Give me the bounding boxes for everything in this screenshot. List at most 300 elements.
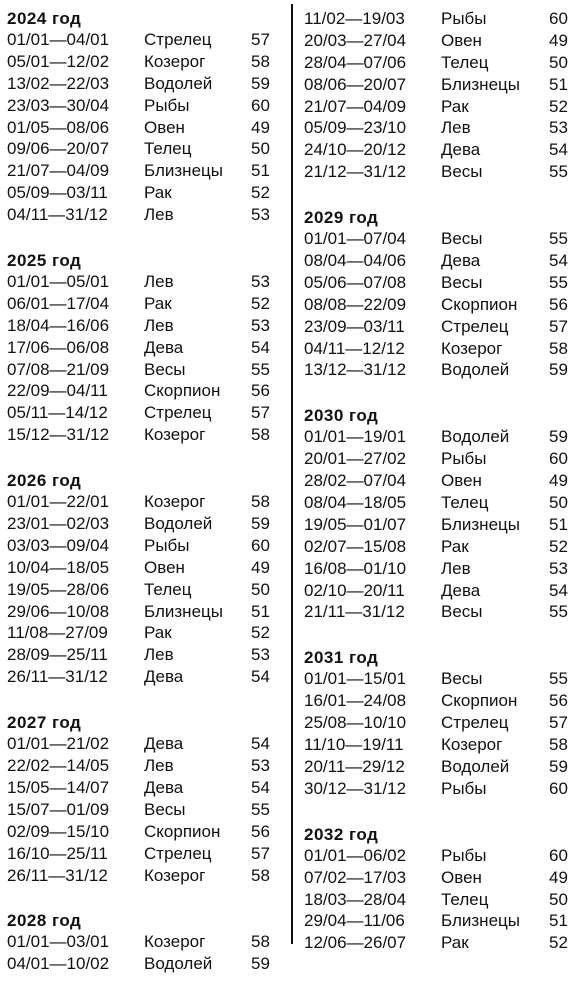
period-dates: 01/01—21/02 [7,734,110,754]
zodiac-sign: Козерог [144,492,206,512]
zodiac-sign: Водолей [441,756,510,776]
period-row [304,690,586,712]
period-number: 56 [549,691,568,711]
zodiac-sign: Дева [144,734,184,754]
year-heading: 2032 год [304,824,379,844]
zodiac-sign: Скорпион [441,294,518,314]
period-row [304,932,586,954]
period-row [7,931,283,953]
zodiac-sign: Козерог [144,51,206,71]
period-number: 57 [251,403,270,423]
zodiac-sign: Телец [144,139,192,159]
year-section [304,824,586,954]
period-row [7,51,283,73]
zodiac-sign: Лев [144,315,174,335]
period-row [7,359,283,381]
zodiac-sign: Водолей [441,360,510,380]
zodiac-sign: Лев [144,205,174,225]
period-dates: 30/12—31/12 [304,778,407,798]
period-number: 51 [549,514,568,534]
zodiac-sign: Рыбы [441,845,487,865]
zodiac-sign: Стрелец [144,403,212,423]
period-dates: 23/09—03/11 [304,316,405,336]
period-row [304,910,586,932]
zodiac-sign: Дева [441,251,481,271]
period-row [7,557,283,579]
period-dates: 07/08—21/09 [7,359,110,379]
period-number: 56 [549,294,568,314]
zodiac-sign: Водолей [144,514,213,534]
period-dates: 04/11—31/12 [7,205,108,225]
period-number: 51 [251,601,270,621]
zodiac-sign: Весы [441,669,483,689]
zodiac-sign: Овен [441,867,482,887]
period-row [7,182,283,204]
period-dates: 10/04—18/05 [7,557,110,577]
period-dates: 01/01—22/01 [7,492,110,512]
period-row [7,821,283,843]
year-heading: 2027 год [7,713,82,733]
period-row [7,799,283,821]
period-dates: 05/06—07/08 [304,272,407,292]
period-dates: 03/03—09/04 [7,535,110,555]
period-number: 53 [251,756,270,776]
period-dates: 01/01—03/01 [7,932,110,952]
period-number: 57 [251,843,270,863]
period-dates: 09/06—20/07 [7,139,110,159]
period-row [7,535,283,557]
period-number: 49 [549,867,568,887]
period-number: 54 [251,337,270,357]
period-dates: 19/05—01/07 [304,514,407,534]
period-row [7,138,283,160]
period-dates: 01/01—15/01 [304,669,407,689]
period-row [304,492,586,514]
period-dates: 02/10—20/11 [304,580,405,600]
zodiac-sign: Козерог [144,932,206,952]
period-number: 50 [549,889,568,909]
period-dates: 06/01—17/04 [7,293,110,313]
period-number: 58 [549,735,568,755]
zodiac-sign: Козерог [441,338,503,358]
zodiac-sign: Близнецы [441,911,520,931]
period-dates: 01/05—08/06 [7,117,110,137]
period-row [304,558,586,580]
period-number: 52 [251,183,270,203]
period-row [7,953,283,975]
period-dates: 01/01—05/01 [7,272,110,292]
period-dates: 18/03—28/04 [304,889,407,909]
zodiac-sign: Телец [144,579,192,599]
year-section [304,207,586,381]
period-row [304,668,586,690]
period-number: 59 [251,514,270,534]
zodiac-sign: Скорпион [144,821,221,841]
period-number: 52 [549,536,568,556]
period-number: 58 [251,865,270,885]
zodiac-sign: Рыбы [144,95,190,115]
period-row [304,316,586,338]
period-number: 55 [549,162,568,182]
period-dates: 01/01—06/02 [304,845,407,865]
period-number: 57 [549,713,568,733]
zodiac-sign: Весы [441,162,483,182]
period-number: 50 [549,493,568,513]
period-row [7,315,283,337]
period-row [7,402,283,424]
zodiac-sign: Рыбы [441,449,487,469]
period-dates: 19/05—28/06 [7,579,110,599]
zodiac-sign: Лев [144,645,174,665]
period-dates: 11/02—19/03 [304,9,405,28]
period-number: 60 [251,535,270,555]
year-section [7,470,283,688]
zodiac-sign: Близнецы [441,514,520,534]
period-dates: 16/10—25/11 [7,843,108,863]
period-number: 51 [549,911,568,931]
zodiac-sign: Рыбы [441,9,487,28]
year-section [7,712,283,886]
period-number: 53 [251,645,270,665]
period-dates: 16/08—01/10 [304,558,407,578]
period-row [7,865,283,887]
period-number: 58 [251,492,270,512]
zodiac-sign: Лев [144,756,174,776]
zodiac-sign: Весы [441,272,483,292]
year-section [304,405,586,623]
period-number: 54 [549,251,568,271]
period-row [7,491,283,513]
period-number: 51 [549,74,568,94]
year-heading: 2031 год [304,648,379,668]
period-dates: 28/04—07/06 [304,52,407,72]
period-number: 54 [251,667,270,687]
period-number: 59 [549,756,568,776]
period-number: 53 [549,118,568,138]
period-dates: 04/01—10/02 [7,954,110,974]
period-dates: 05/09—23/10 [304,118,407,138]
period-number: 53 [251,272,270,292]
period-dates: 28/09—25/11 [7,645,108,665]
zodiac-sign: Стрелец [441,713,509,733]
zodiac-sign: Овен [144,557,185,577]
zodiac-sign: Лев [441,558,471,578]
zodiac-sign: Стрелец [144,843,212,863]
zodiac-sign: Водолей [144,954,213,974]
zodiac-sign: Телец [441,493,489,513]
zodiac-sign: Рак [441,96,469,116]
period-number: 55 [549,669,568,689]
period-number: 49 [251,117,270,137]
period-number: 54 [549,140,568,160]
period-dates: 08/04—18/05 [304,493,407,513]
zodiac-sign: Водолей [144,73,213,93]
period-dates: 04/11—12/12 [304,338,405,358]
period-dates: 18/04—16/06 [7,315,110,335]
zodiac-sign: Дева [144,777,184,797]
zodiac-sign: Весы [441,602,483,622]
zodiac-sign: Дева [441,580,481,600]
period-row [7,513,283,535]
period-row [304,845,586,867]
period-dates: 11/10—19/11 [304,735,404,755]
period-row [304,734,586,756]
zodiac-sign: Водолей [441,427,510,447]
zodiac-sign: Козерог [144,425,206,445]
period-row [304,448,586,470]
period-row [7,380,283,402]
period-row [304,139,586,161]
zodiac-sign: Рак [441,933,469,953]
zodiac-sign: Рак [144,293,172,313]
period-number: 57 [251,30,270,49]
period-row [304,359,586,381]
period-row [304,30,586,52]
year-section [7,250,283,446]
period-row [304,580,586,602]
period-dates: 05/01—12/02 [7,51,110,71]
period-number: 56 [251,381,270,401]
period-row [7,622,283,644]
period-dates: 22/02—14/05 [7,756,110,776]
period-number: 50 [251,579,270,599]
period-dates: 02/07—15/08 [304,536,407,556]
period-number: 51 [251,161,270,181]
period-number: 49 [549,471,568,491]
zodiac-sign: Телец [441,52,489,72]
period-number: 60 [549,845,568,865]
period-dates: 08/04—04/06 [304,251,407,271]
period-row [304,117,586,139]
period-dates: 07/02—17/03 [304,867,407,887]
period-number: 54 [251,734,270,754]
period-dates: 01/01—04/01 [7,30,110,49]
period-dates: 23/01—02/03 [7,514,110,534]
period-row [304,514,586,536]
zodiac-sign: Рак [144,183,172,203]
zodiac-sign: Скорпион [441,691,518,711]
period-row [7,293,283,315]
period-row [7,755,283,777]
zodiac-sign: Овен [441,30,482,50]
period-dates: 24/10—20/12 [304,140,407,160]
period-row [304,536,586,558]
period-dates: 08/08—22/09 [304,294,407,314]
zodiac-sign: Рак [144,623,172,643]
period-number: 49 [549,30,568,50]
period-row [304,470,586,492]
year-heading: 2028 год [7,911,82,931]
year-heading: 2029 год [304,208,379,228]
column-divider [291,4,293,944]
period-dates: 01/01—07/04 [304,229,407,249]
period-dates: 15/07—01/09 [7,799,110,819]
period-row [7,29,283,51]
period-number: 59 [251,73,270,93]
period-number: 59 [549,427,568,447]
period-number: 59 [251,954,270,974]
period-dates: 28/02—07/04 [304,471,407,491]
period-row [7,204,283,226]
zodiac-sign: Телец [441,889,489,909]
period-row [304,756,586,778]
zodiac-sign: Дева [441,140,481,160]
zodiac-sign: Скорпион [144,381,221,401]
period-number: 58 [251,425,270,445]
zodiac-sign: Весы [144,359,186,379]
zodiac-sign: Близнецы [441,74,520,94]
period-dates: 12/06—26/07 [304,933,407,953]
period-dates: 11/08—27/09 [7,623,108,643]
zodiac-sign: Рыбы [144,535,190,555]
period-number: 58 [549,338,568,358]
zodiac-sign: Весы [144,799,186,819]
period-row [304,96,586,118]
period-row [304,778,586,800]
zodiac-sign: Близнецы [144,161,223,181]
period-dates: 21/11—31/12 [304,602,405,622]
period-number: 60 [549,778,568,798]
zodiac-sign: Овен [144,117,185,137]
period-row [304,74,586,96]
period-dates: 16/01—24/08 [304,691,407,711]
period-number: 59 [549,360,568,380]
period-row [304,228,586,250]
period-row [304,867,586,889]
period-row [304,8,586,30]
period-dates: 21/07—04/09 [7,161,110,181]
period-dates: 26/11—31/12 [7,865,108,885]
period-row [304,712,586,734]
period-dates: 29/06—10/08 [7,601,110,621]
period-dates: 08/06—20/07 [304,74,407,94]
period-dates: 15/12—31/12 [7,425,110,445]
period-dates: 22/09—04/11 [7,381,108,401]
period-dates: 25/08—10/10 [304,713,407,733]
period-number: 52 [549,933,568,953]
period-row [7,666,283,688]
year-section [7,910,283,975]
period-row [7,160,283,182]
period-number: 54 [549,580,568,600]
period-number: 53 [251,315,270,335]
year-heading: 2030 год [304,406,379,426]
period-dates: 13/02—22/03 [7,73,110,93]
period-number: 56 [251,821,270,841]
period-number: 52 [251,293,270,313]
period-number: 50 [251,139,270,159]
period-dates: 13/12—31/12 [304,360,407,380]
zodiac-sign: Овен [441,471,482,491]
zodiac-sign: Дева [144,667,184,687]
period-row [7,644,283,666]
period-row [304,889,586,911]
year-section [304,647,586,799]
period-row [7,777,283,799]
period-row [304,161,586,183]
period-number: 55 [549,229,568,249]
period-dates: 02/09—15/10 [7,821,110,841]
period-row [7,117,283,139]
period-dates: 17/06—06/08 [7,337,110,357]
period-row [304,601,586,623]
period-number: 60 [251,95,270,115]
period-number: 53 [549,558,568,578]
period-row [7,579,283,601]
period-row [304,272,586,294]
period-dates: 20/01—27/02 [304,449,407,469]
zodiac-sign: Весы [441,229,483,249]
period-number: 50 [549,52,568,72]
period-number: 52 [251,623,270,643]
period-number: 55 [549,272,568,292]
left-column [7,8,283,999]
period-row [7,733,283,755]
period-dates: 21/07—04/09 [304,96,407,116]
period-row [7,424,283,446]
period-dates: 21/12—31/12 [304,162,407,182]
zodiac-sign: Лев [441,118,471,138]
period-row [304,338,586,360]
zodiac-sign: Рак [441,536,469,556]
period-dates: 01/01—19/01 [304,427,407,447]
period-dates: 15/05—14/07 [7,777,110,797]
period-row [7,337,283,359]
year-section [7,8,283,226]
period-number: 58 [251,51,270,71]
period-number: 58 [251,932,270,952]
period-number: 55 [549,602,568,622]
zodiac-sign: Стрелец [144,30,212,49]
period-dates: 20/11—29/12 [304,756,405,776]
zodiac-sign: Близнецы [144,601,223,621]
period-number: 54 [251,777,270,797]
period-row [304,52,586,74]
period-dates: 23/03—30/04 [7,95,110,115]
period-dates: 29/04—11/06 [304,911,405,931]
period-row [7,601,283,623]
period-number: 60 [549,9,568,28]
period-number: 60 [549,449,568,469]
period-number: 55 [251,799,270,819]
period-row [7,95,283,117]
period-row [304,250,586,272]
period-row [304,294,586,316]
period-dates: 05/09—03/11 [7,183,108,203]
zodiac-sign: Дева [144,337,184,357]
period-number: 52 [549,96,568,116]
period-dates: 20/03—27/04 [304,30,407,50]
period-row [7,843,283,865]
zodiac-sign: Козерог [441,735,503,755]
period-number: 53 [251,205,270,225]
zodiac-sign: Рыбы [441,778,487,798]
period-dates: 26/11—31/12 [7,667,108,687]
period-number: 57 [549,316,568,336]
year-heading: 2026 год [7,471,82,491]
year-section [304,8,586,183]
zodiac-sign: Козерог [144,865,206,885]
period-number: 55 [251,359,270,379]
period-row [7,271,283,293]
right-column [304,8,586,978]
zodiac-sign: Лев [144,272,174,292]
period-dates: 05/11—14/12 [7,403,108,423]
period-row [304,426,586,448]
year-heading: 2025 год [7,251,82,271]
zodiac-sign: Стрелец [441,316,509,336]
year-heading: 2024 год [7,9,82,28]
